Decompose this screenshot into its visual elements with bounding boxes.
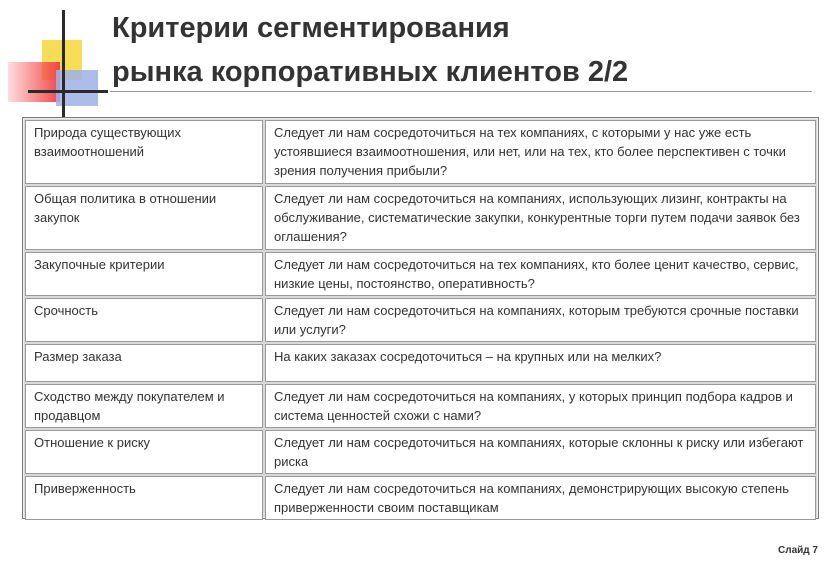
table-row [25,120,816,184]
criteria-table-frame [22,117,819,519]
criterion-cell: Срочность [25,298,263,342]
criterion-cell: Сходство между покупателем и продавцом [25,384,263,428]
horizontal-line-decoration [28,90,108,93]
slide-number: Слайд 7 [778,545,818,556]
table-row [25,430,816,474]
criterion-cell: Отношение к риску [25,430,263,474]
question-cell: Следует ли нам сосредоточиться на компаниях, демонстрирующих высокую степень приверженности своим поставщикам [265,476,816,520]
table-row [25,344,816,382]
criterion-cell: Общая политика в отношении закупок [25,186,263,250]
question-cell: Следует ли нам сосредоточиться на компаниях, которые склонны к риску или избегают риска [265,430,816,474]
question-cell: Следует ли нам сосредоточиться на компаниях, использующих лизинг, контракты на обслуживание, систематические закупки, конкурентные торги путем подачи заявок без оглашения? [265,186,816,250]
title-divider [110,91,812,92]
red-square-decoration [8,62,60,102]
question-cell: Следует ли нам сосредоточиться на тех компаниях, кто более ценит качество, сервис, низкие цены, постоянство, оперативность? [265,252,816,296]
question-cell: Следует ли нам сосредоточиться на тех компаниях, с которыми у нас уже есть устоявшиеся взаимоотношения, или нет, или на тех, кто более перспективен с точки зрения получения прибыли? [265,120,816,184]
criterion-cell: Размер заказа [25,344,263,382]
question-cell: Следует ли нам сосредоточиться на компаниях, которым требуются срочные поставки или услуги? [265,298,816,342]
table-row [25,186,816,250]
criteria-table [23,118,818,522]
question-cell: На каких заказах сосредоточиться – на крупных или на мелких? [265,344,816,382]
criterion-cell: Закупочные критерии [25,252,263,296]
table-row [25,298,816,342]
slide-title-line-2: рынка корпоративных клиентов 2/2 [112,56,629,88]
vertical-line-decoration [62,10,65,118]
criterion-cell: Природа существующих взаимоотношений [25,120,263,184]
question-cell: Следует ли нам сосредоточиться на компаниях, у которых принцип подбора кадров и система ценностей схожи с нами? [265,384,816,428]
table-row [25,476,816,520]
table-row [25,384,816,428]
table-row [25,252,816,296]
criterion-cell: Приверженность [25,476,263,520]
slide-title [112,6,812,94]
decorative-corner-graphic [0,0,110,120]
slide-title-line-1: Критерии сегментирования [112,12,510,44]
